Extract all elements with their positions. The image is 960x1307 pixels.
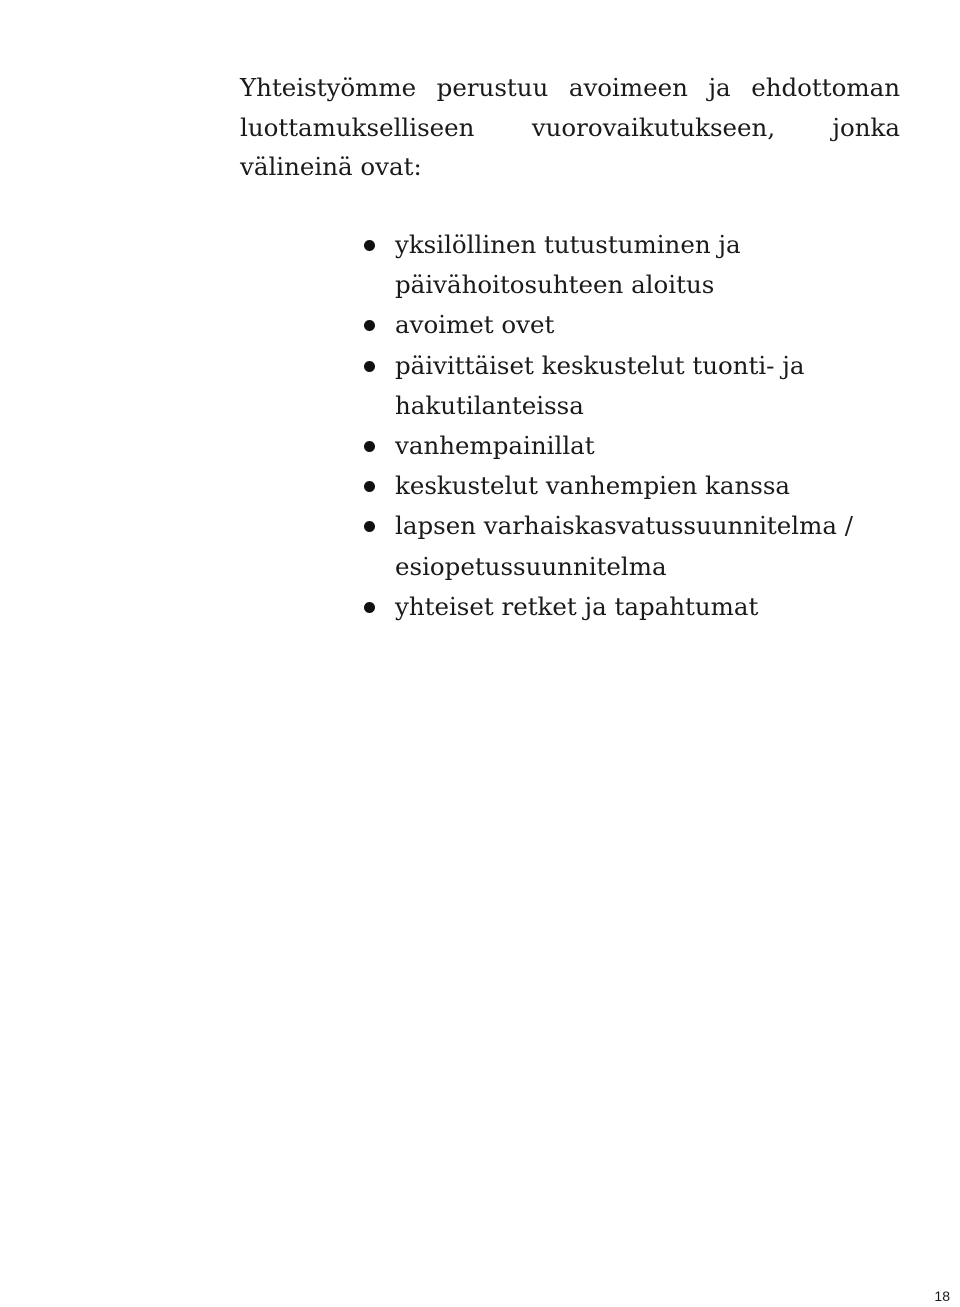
list-item-line: keskustelut vanhempien kanssa: [395, 471, 791, 501]
list-item: [395, 346, 865, 426]
bullet-icon: [364, 320, 375, 331]
list-item: [395, 466, 865, 506]
list-item-line: yhteiset retket ja tapahtumat: [395, 591, 759, 621]
list-item-line: päivittäiset keskustelut tuonti- ja: [395, 350, 805, 380]
list-item-line: yksilöllinen tutustuminen ja: [395, 230, 741, 259]
list-item: [395, 506, 865, 586]
bullet-icon: [364, 481, 375, 492]
list-item-line: päivähoitosuhteen aloitus: [395, 270, 715, 300]
list-item-line: avoimet ovet: [395, 310, 555, 340]
bullet-list: [395, 225, 865, 627]
intro-line: luottamukselliseen vuorovaikutukseen, jonka: [240, 112, 900, 142]
list-item: [395, 426, 865, 466]
bullet-icon: [364, 361, 375, 372]
list-item-line: lapsen varhaiskasvatussuunnitelma /: [395, 511, 853, 541]
intro-line: välineinä ovat:: [240, 152, 422, 181]
bullet-icon: [364, 240, 375, 251]
page-number: 18: [934, 1288, 950, 1304]
bullet-icon: [364, 521, 375, 532]
list-item: [395, 587, 865, 627]
list-item: [395, 305, 865, 345]
intro-paragraph: [240, 68, 900, 187]
bullet-icon: [364, 441, 375, 452]
intro-line: Yhteistyömme perustuu avoimeen ja ehdottoman: [240, 73, 900, 102]
list-item-line: vanhempainillat: [395, 431, 595, 461]
list-item-line: esiopetussuunnitelma: [395, 551, 667, 581]
list-item-line: hakutilanteissa: [395, 390, 584, 420]
list-item: [395, 225, 865, 305]
bullet-icon: [364, 602, 375, 613]
